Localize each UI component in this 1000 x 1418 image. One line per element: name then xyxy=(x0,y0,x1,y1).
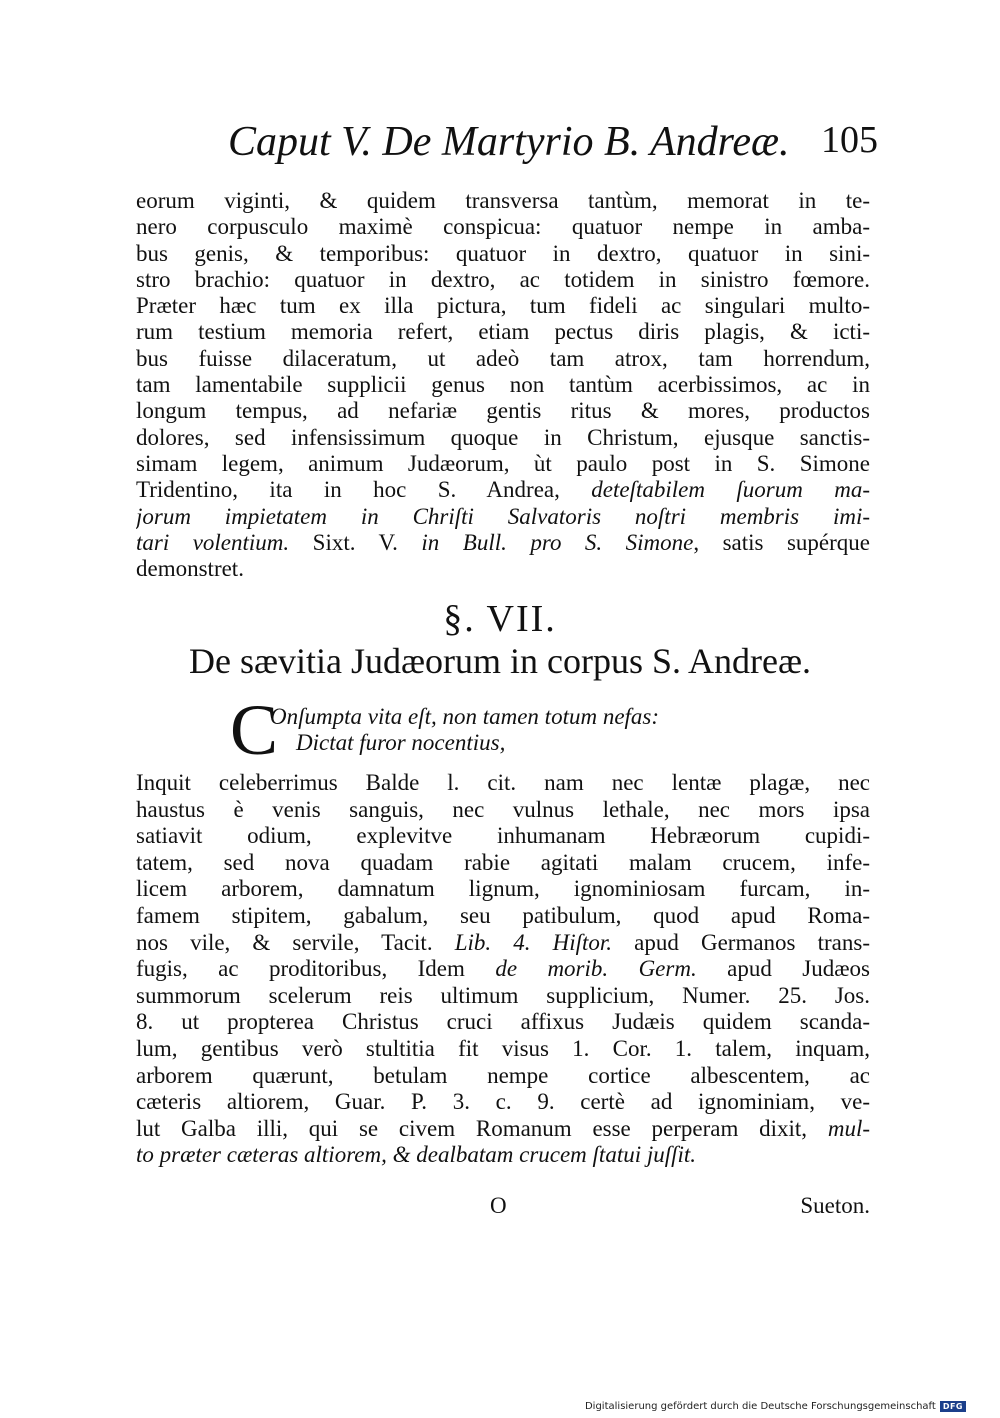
text-line xyxy=(136,1009,870,1036)
italic-segment: jorum impietatem in Chriſti Salvatoris noſtri membris imi- xyxy=(136,503,870,529)
text-segment: arborem quærunt, betulam nempe cortice albescentem, ac xyxy=(136,1062,870,1088)
text-segment: summorum scelerum reis ultimum supplicium, Numer. 25. Jos. xyxy=(136,982,870,1008)
text-line xyxy=(136,398,870,424)
italic-segment: de morib. Germ. xyxy=(495,956,697,982)
text-line xyxy=(136,1036,870,1063)
text-line xyxy=(136,1063,870,1090)
text-segment: apud Germanos trans- xyxy=(612,929,870,955)
verse-quote xyxy=(230,690,870,770)
text-line xyxy=(136,556,870,582)
text-segment: longum tempus, ad nefariæ gentis ritus & mores, productos xyxy=(136,398,870,424)
text-segment: 8. ut propterea Christus cruci affixus Judæis quidem scanda- xyxy=(136,1009,870,1035)
text-segment: apud Judæos xyxy=(696,956,870,982)
text-segment: nero corpusculo maximè conspicua: quatuor nempe in amba- xyxy=(136,214,870,240)
paragraph-1 xyxy=(136,188,870,582)
verse-line-2: Dictat furor nocentius, xyxy=(296,730,506,755)
text-segment: bus fuisse dilaceratum, ut adeò tam atrox, tam horrendum, xyxy=(136,345,870,371)
page-footer xyxy=(136,1193,870,1223)
text-segment: fugis, ac proditoribus, Idem xyxy=(136,956,496,982)
text-segment: satiavit odium, explevitve inhumanam Hebræorum cupidi- xyxy=(136,823,870,849)
italic-segment: Lib. 4. Hiſtor. xyxy=(454,929,613,955)
text-segment: Sixt. V. xyxy=(289,529,422,555)
text-line xyxy=(136,372,870,398)
text-segment: famem stipitem, gabalum, seu patibulum, quod apud Roma- xyxy=(136,902,870,928)
text-segment: Præter hæc tum ex illa pictura, tum fideli ac singulari multo- xyxy=(136,293,870,319)
text-segment: dolores, sed infensissimum quoque in Christum, ejusque sanctis- xyxy=(136,424,870,450)
text-line xyxy=(136,267,870,293)
page-number: 105 xyxy=(821,119,878,161)
text-line xyxy=(136,530,870,556)
drop-capital: C xyxy=(230,690,279,770)
running-header xyxy=(228,118,878,178)
text-line xyxy=(136,823,870,850)
dfg-logo: DFG xyxy=(940,1401,966,1412)
text-segment: simam legem, animum Judæorum, ùt paulo post in S. Simone xyxy=(136,450,870,476)
signature-mark: O xyxy=(490,1193,507,1218)
text-line xyxy=(136,241,870,267)
text-line xyxy=(136,504,870,530)
italic-segment: tari volentium. xyxy=(136,529,290,555)
italic-segment: to præter cæteras altiorem, & dealbatam crucem ſtatui juſſit. xyxy=(136,1142,697,1168)
text-line xyxy=(136,930,870,957)
text-line xyxy=(136,293,870,319)
text-line xyxy=(136,1089,870,1116)
digitization-credit xyxy=(585,1401,966,1412)
text-line xyxy=(136,451,870,477)
section-number: §. VII. xyxy=(443,598,557,640)
text-line xyxy=(136,903,870,930)
text-segment: , satis supérque xyxy=(693,529,870,555)
text-line xyxy=(136,425,870,451)
text-segment: rum testium memoria refert, etiam pectus diris plagis, & icti- xyxy=(136,319,870,345)
text-segment: bus genis, & temporibus: quatuor in dextro, quatuor in sini- xyxy=(136,240,870,266)
text-segment: stro brachio: quatuor in dextro, ac totidem in sinistro fœmore. xyxy=(136,266,870,292)
text-line xyxy=(136,346,870,372)
text-segment: haustus è venis sanguis, nec vulnus lethale, nec mors ipsa xyxy=(136,796,870,822)
text-line xyxy=(136,956,870,983)
catchword: Sueton. xyxy=(800,1193,870,1218)
text-line xyxy=(136,1116,870,1143)
text-segment: cæteris altiorem, Guar. P. 3. c. 9. certè ad ignominiam, ve- xyxy=(136,1089,870,1115)
text-segment: lum, gentibus verò stultitia fit visus 1. Cor. 1. talem, inquam, xyxy=(136,1035,870,1061)
text-segment: lut Galba illi, qui se civem Romanum esse perperam dixit, xyxy=(136,1115,828,1141)
text-line xyxy=(136,319,870,345)
text-line xyxy=(136,797,870,824)
paragraph-2 xyxy=(136,770,870,1169)
text-segment: tam lamentabile supplicii genus non tantùm acerbissimos, ac in xyxy=(136,372,870,398)
text-line xyxy=(136,770,870,797)
digitization-text: Digitalisierung gefördert durch die Deutsche Forschungsgemeinschaft xyxy=(584,1401,936,1412)
text-line xyxy=(136,188,870,214)
text-line xyxy=(136,1142,870,1169)
text-segment: licem arborem, damnatum lignum, ignominiosam furcam, in- xyxy=(136,876,870,902)
text-line xyxy=(136,850,870,877)
section-title: De sævitia Judæorum in corpus S. Andreæ. xyxy=(189,641,811,681)
verse-line-1: Onſumpta vita eſt, non tamen totum nefas: xyxy=(270,704,660,729)
text-segment: eorum viginti, & quidem transversa tantùm, memorat in te- xyxy=(136,188,870,213)
italic-segment: deteſtabilem ſuorum ma- xyxy=(591,477,870,503)
text-line xyxy=(136,983,870,1010)
italic-segment: in Bull. pro S. Simone xyxy=(421,529,694,555)
text-line xyxy=(136,214,870,240)
running-title: Caput V. De Martyrio B. Andreæ. xyxy=(228,119,790,165)
text-segment: Inquit celeberrimus Balde l. cit. nam nec lentæ plagæ, nec xyxy=(136,770,870,795)
text-segment: tatem, sed nova quadam rabie agitati malam crucem, infe- xyxy=(136,849,870,875)
text-segment: nos vile, & servile, Tacit. xyxy=(136,929,455,955)
text-line xyxy=(136,876,870,903)
italic-segment: mul- xyxy=(827,1115,870,1141)
text-segment: Tridentino, ita in hoc S. Andrea, xyxy=(136,477,592,503)
text-line xyxy=(136,477,870,503)
text-segment: demonstret. xyxy=(136,556,244,582)
